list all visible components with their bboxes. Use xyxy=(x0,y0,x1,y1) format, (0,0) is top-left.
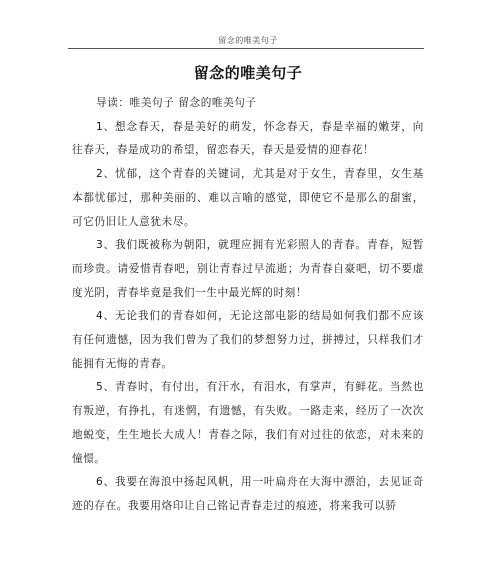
paragraph-1: 1、想念春天，春是美好的萌发，怀念春天，春是幸福的嫩芽，向往春天，春是成功的希望，留恋春天，春天是爱情的迎春花！ xyxy=(72,120,424,157)
document-body xyxy=(72,92,424,519)
running-header: 留念的唯美句子 xyxy=(218,36,278,45)
paragraph-5: 5、青春时，有付出，有汗水，有泪水，有掌声，有鲜花。当然也有叛逆，有挣扎，有迷惘，有遗憾，有失败。一路走来，经历了一次次地蜕变，生生地长大成人！青春之际，我们有对过往的依恋，对未来的憧憬。 xyxy=(72,381,424,465)
paragraph-3: 3、我们既被称为朝阳，就理应拥有光彩照人的青春。青春，短暂而珍贵。请爱惜青春吧，别让青春过早流逝；为青春自豪吧，切不要虚度光阴，青春毕竟是我们一生中最光辉的时刻！ xyxy=(72,239,424,299)
paragraph-4: 4、无论我们的青春如何，无论这部电影的结局如何我们都不应该有任何遗憾，因为我们曾为了我们的梦想努力过，拼搏过，只样我们才能拥有无悔的青春。 xyxy=(72,310,424,370)
paragraph-2: 2、忧郁，这个青春的关键词，尤其是对于女生，青春里，女生基本都忧郁过，那种美丽的、难以言喻的感觉，即使它不是那么的甜蜜，可它仍旧让人意犹未尽。 xyxy=(72,168,424,228)
intro-paragraph: 导读：唯美句子 留念的唯美句子 xyxy=(96,97,257,109)
header-divider xyxy=(68,48,424,49)
paragraph-6: 6、我要在海浪中扬起风帆，用一叶扁舟在大海中漂泊，去见证奇迹的存在。我要用烙印让自己铭记青春走过的痕迹，将来我可以骄 xyxy=(72,476,424,512)
document-title: 留念的唯美句子 xyxy=(193,64,303,82)
